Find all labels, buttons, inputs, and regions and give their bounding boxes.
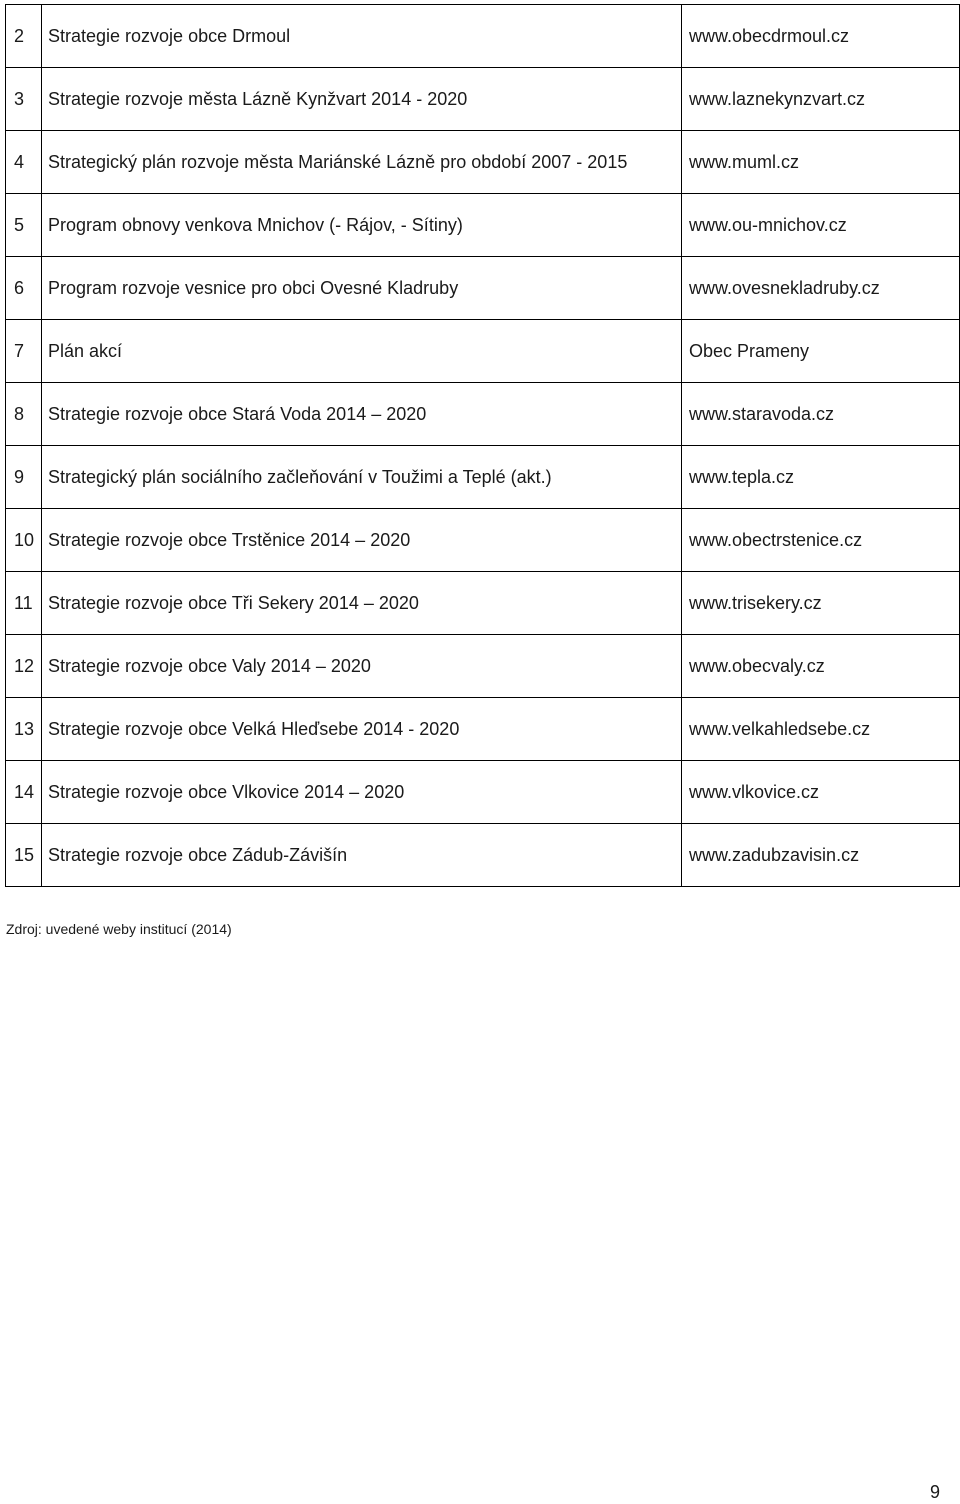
document-title: Strategie rozvoje obce Velká Hleďsebe 2014 - 2020 bbox=[42, 698, 682, 761]
source-website: www.vlkovice.cz bbox=[682, 761, 960, 824]
page-number: 9 bbox=[930, 1482, 941, 1502]
document-title: Strategický plán sociálního začleňování v Toužimi a Teplé (akt.) bbox=[42, 446, 682, 509]
table-row bbox=[6, 194, 960, 257]
source-website: www.trisekery.cz bbox=[682, 572, 960, 635]
source-website: www.muml.cz bbox=[682, 131, 960, 194]
row-number: 6 bbox=[6, 257, 42, 320]
document-title: Strategie rozvoje obce Zádub-Závišín bbox=[42, 824, 682, 887]
strategies-table-body bbox=[6, 5, 960, 887]
source-website: www.obecvaly.cz bbox=[682, 635, 960, 698]
document-title: Strategický plán rozvoje města Mariánské Lázně pro období 2007 - 2015 bbox=[42, 131, 682, 194]
document-title: Strategie rozvoje obce Stará Voda 2014 – 2020 bbox=[42, 383, 682, 446]
source-website: www.zadubzavisin.cz bbox=[682, 824, 960, 887]
document-title: Strategie rozvoje obce Drmoul bbox=[42, 5, 682, 68]
row-number: 7 bbox=[6, 320, 42, 383]
source-website: www.staravoda.cz bbox=[682, 383, 960, 446]
table-row bbox=[6, 824, 960, 887]
table-row bbox=[6, 509, 960, 572]
source-website: www.laznekynzvart.cz bbox=[682, 68, 960, 131]
table-row bbox=[6, 572, 960, 635]
table-row bbox=[6, 446, 960, 509]
document-title: Strategie rozvoje města Lázně Kynžvart 2014 - 2020 bbox=[42, 68, 682, 131]
row-number: 12 bbox=[6, 635, 42, 698]
row-number: 4 bbox=[6, 131, 42, 194]
row-number: 9 bbox=[6, 446, 42, 509]
source-website: www.ovesnekladruby.cz bbox=[682, 257, 960, 320]
table-row bbox=[6, 257, 960, 320]
source-website: www.ou-mnichov.cz bbox=[682, 194, 960, 257]
row-number: 15 bbox=[6, 824, 42, 887]
source-note: Zdroj: uvedené weby institucí (2014) bbox=[6, 921, 232, 937]
source-website: www.obecdrmoul.cz bbox=[682, 5, 960, 68]
row-number: 14 bbox=[6, 761, 42, 824]
row-number: 3 bbox=[6, 68, 42, 131]
table-row bbox=[6, 635, 960, 698]
document-title: Plán akcí bbox=[42, 320, 682, 383]
table-row bbox=[6, 698, 960, 761]
document-title: Strategie rozvoje obce Valy 2014 – 2020 bbox=[42, 635, 682, 698]
source-website: www.obectrstenice.cz bbox=[682, 509, 960, 572]
table-row bbox=[6, 383, 960, 446]
source-website: Obec Prameny bbox=[682, 320, 960, 383]
table-row bbox=[6, 5, 960, 68]
document-title: Strategie rozvoje obce Vlkovice 2014 – 2020 bbox=[42, 761, 682, 824]
table-row bbox=[6, 761, 960, 824]
row-number: 5 bbox=[6, 194, 42, 257]
strategies-table bbox=[5, 4, 960, 887]
document-title: Strategie rozvoje obce Trstěnice 2014 – 2020 bbox=[42, 509, 682, 572]
table-row bbox=[6, 320, 960, 383]
source-website: www.velkahledsebe.cz bbox=[682, 698, 960, 761]
document-title: Strategie rozvoje obce Tři Sekery 2014 – 2020 bbox=[42, 572, 682, 635]
table-row bbox=[6, 68, 960, 131]
row-number: 13 bbox=[6, 698, 42, 761]
document-title: Program obnovy venkova Mnichov (- Rájov, - Sítiny) bbox=[42, 194, 682, 257]
row-number: 2 bbox=[6, 5, 42, 68]
row-number: 11 bbox=[6, 572, 42, 635]
document-title: Program rozvoje vesnice pro obci Ovesné Kladruby bbox=[42, 257, 682, 320]
row-number: 8 bbox=[6, 383, 42, 446]
row-number: 10 bbox=[6, 509, 42, 572]
table-row bbox=[6, 131, 960, 194]
source-website: www.tepla.cz bbox=[682, 446, 960, 509]
